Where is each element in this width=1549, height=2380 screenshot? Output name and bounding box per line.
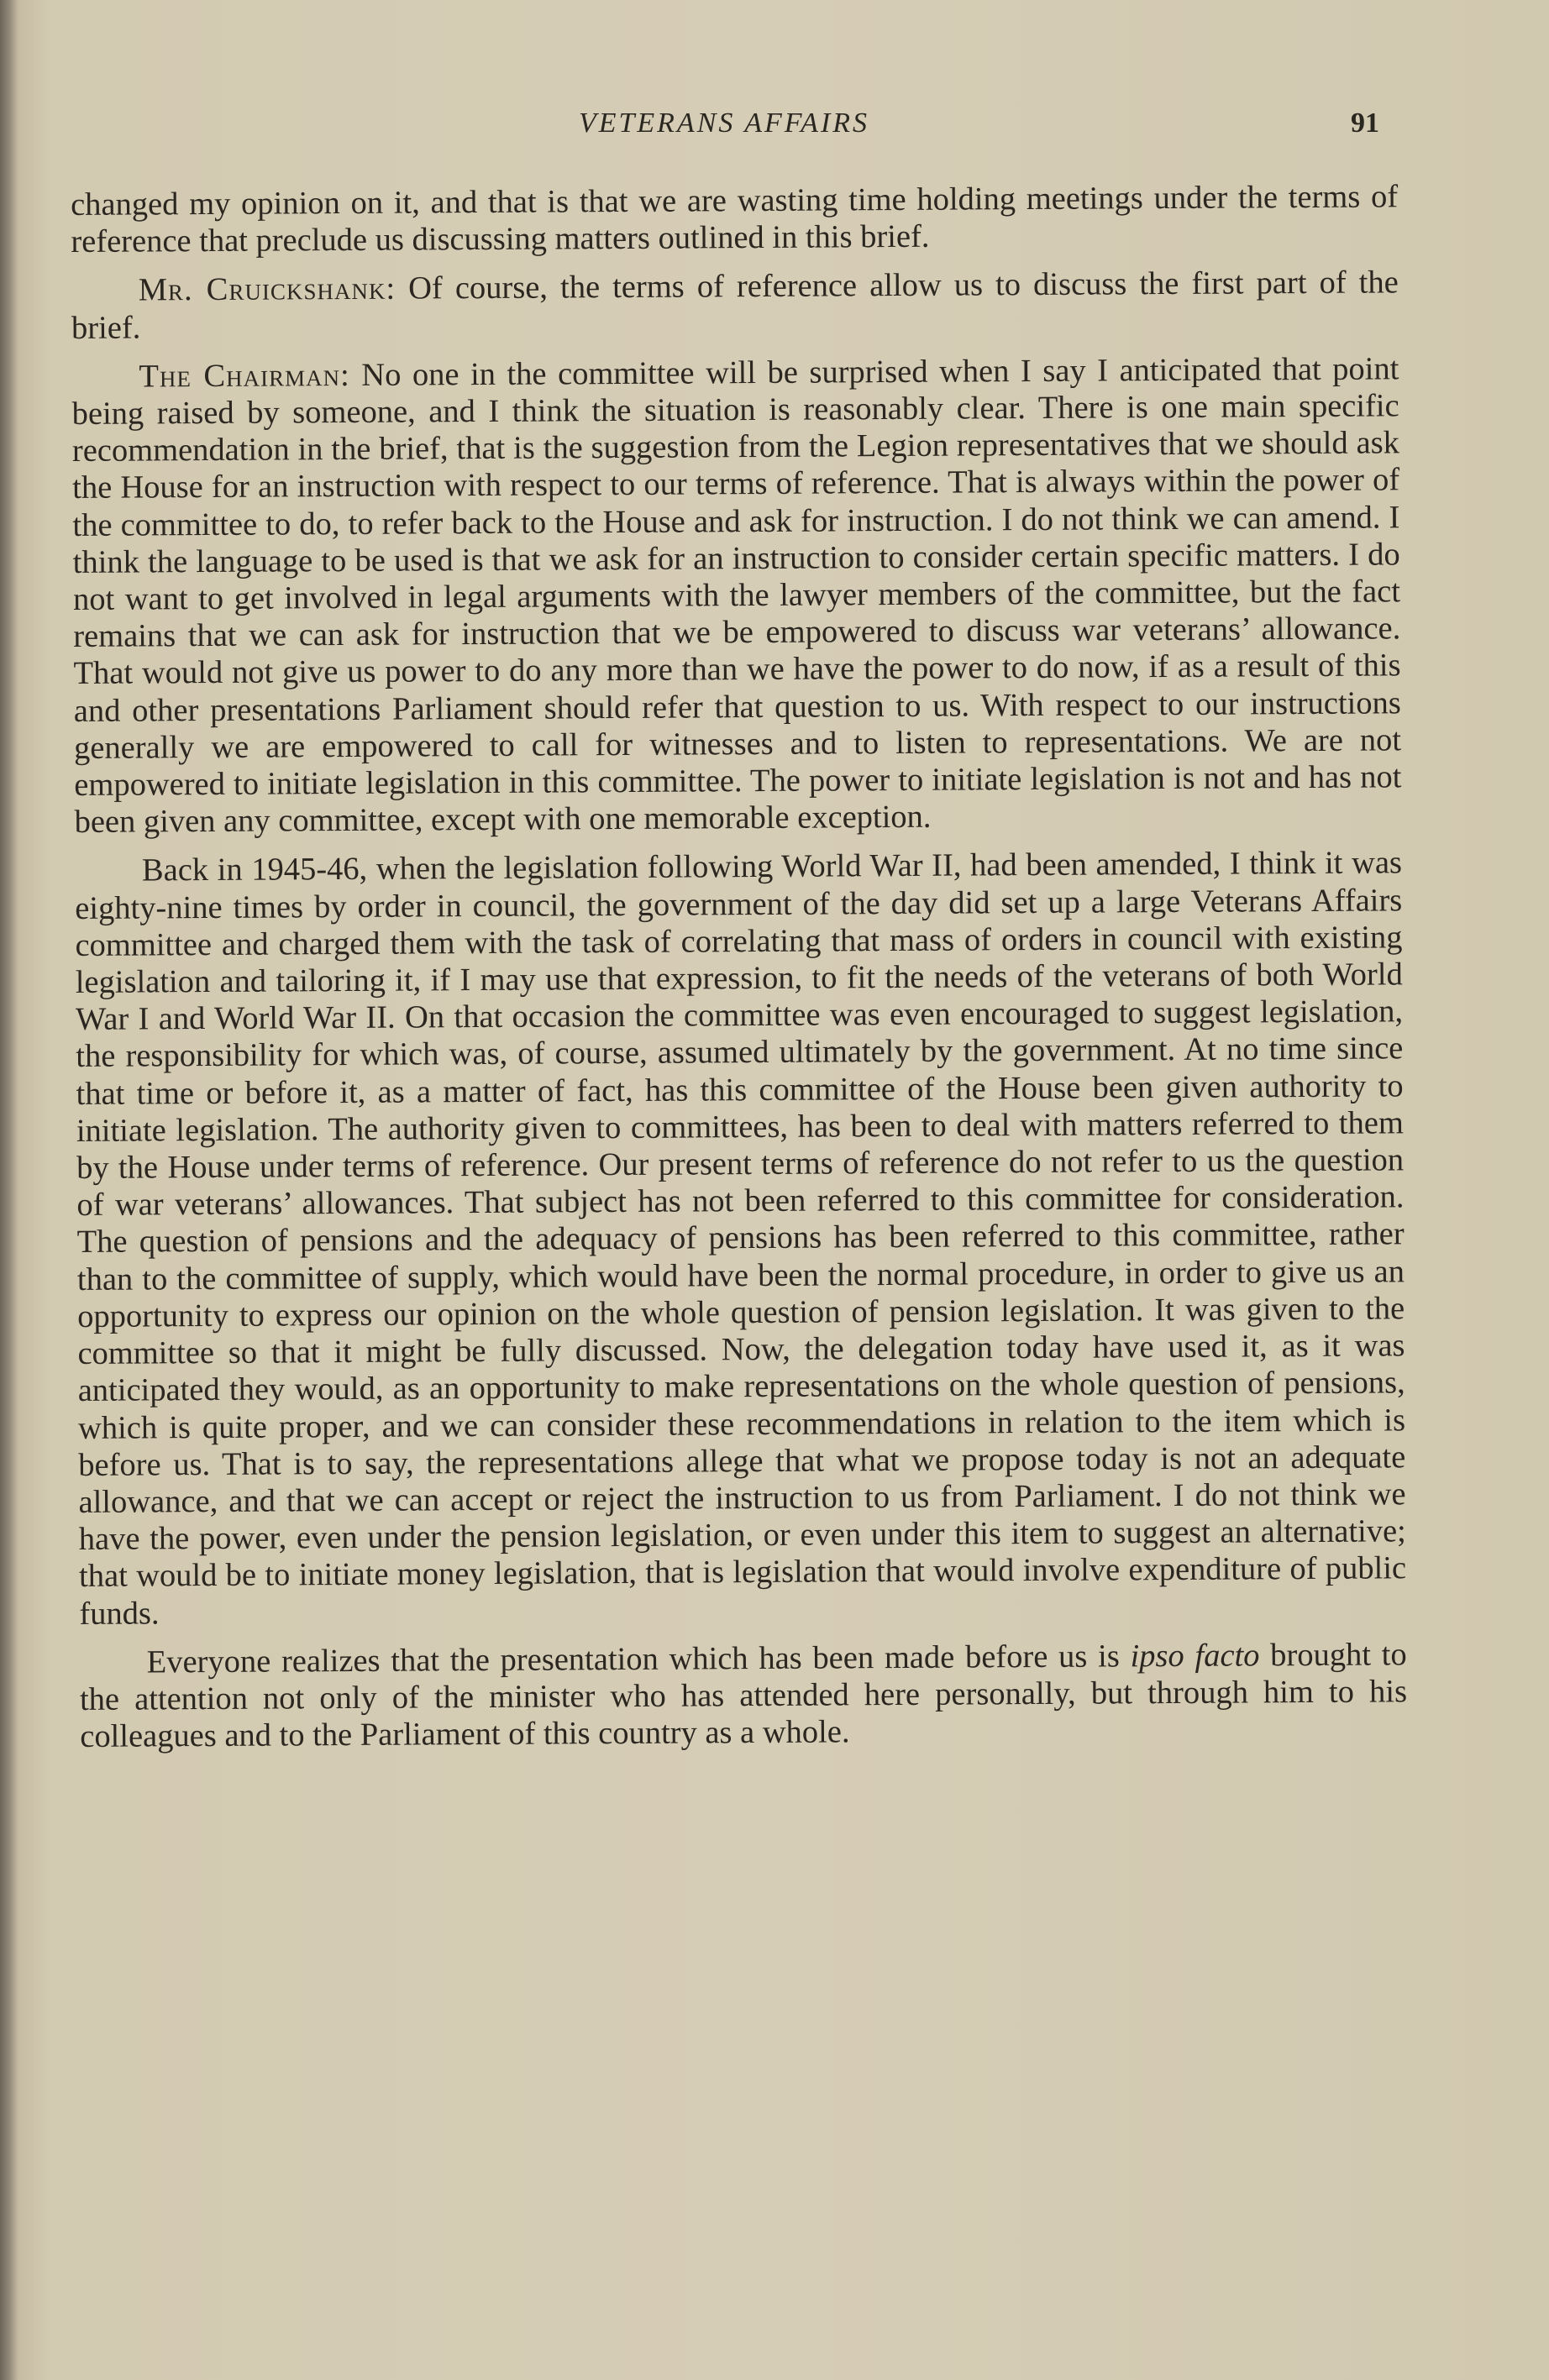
speaker-name: Mr. Cruickshank: [138, 271, 396, 308]
paragraph-continuation [71, 178, 1399, 260]
speaker-name: The Chairman: [139, 357, 350, 395]
paragraph-text: changed my opinion on it, and that is that we are wasting time holding meetings under the terms of reference that preclude us discussing matters outlined in this brief. [71, 179, 1399, 260]
body-text [71, 178, 1407, 1767]
paragraph-chairman [71, 350, 1401, 841]
paragraph-back-in-1945 [75, 845, 1407, 1633]
italic-phrase: ipso facto [1130, 1638, 1260, 1675]
paragraph-text-after: brought to the attention not only of the minister who has attended here personally, but through him to his colleagues and to the Parliament of this country as a whole. [79, 1637, 1408, 1755]
paragraph-text: Everyone realizes that the presentation which has been made before us is [146, 1638, 1131, 1680]
paragraph-cruickshank [71, 265, 1399, 347]
paragraph-text: Of course, the terms of reference allow us to discuss the first part of the brief. [71, 265, 1399, 346]
paragraph-text: Back in 1945-46, when the legislation following World War II, had been amended, I think it was eighty-nine times by order in council, the government of the day did set up a large Veterans Affairs committee and charged them with the task of correlating that mass of orders in council with existing legislation and tailoring it, if I may use that expression, to fit the needs of the veterans of both World War I and World War II. On that occasion the committee was even encouraged to suggest legislation, the responsibility for which was, of course, assumed ultimately by the government. At no time since that time or before it, as a matter of fact, has this committee of the House been given authority to initiate legislation. The authority given to committees, has been to deal with matters referred to them by the House under terms of reference. Our present terms of reference do not refer to us the question of war veterans’ allowances. That subject has not been referred to this committee for consideration. The question of pensions and the adequacy of pensions has been referred to this committee, rather than to the committee of supply, which would have been the normal procedure, in order to give us an opportunity to express our opinion on the whole question of pension legislation. It was given to the committee so that it might be fully discussed. Now, the delegation today have used it, as it was anticipated they would, as an opportunity to make representations on the whole question of pensions, which is quite proper, and we can consider these recommendations in relation to the item which is before us. That is to say, the representations allege that what we propose today is not an adequate allowance, and that we can accept or reject the instruction to us from Parliament. I do not think we have the power, even under the pension legislation, or even under this item to suggest an alternative; that would be to initiate money legislation, that is legislation that would involve expenditure of public funds. [75, 845, 1407, 1632]
running-head: VETERANS AFFAIRS [578, 107, 870, 139]
paragraph-everyone-realizes [80, 1636, 1408, 1755]
page-number: 91 [1351, 107, 1379, 139]
paragraph-text: No one in the committee will be surprised when I say I anticipated that point being raised by someone, and I think the situation is reasonably clear. There is one main specific recommendation in the brief, that is the suggestion from the Legion representatives that we should ask the House for an instruction with respect to our terms of reference. That is always within the power of the committee to do, to refer back to the House and ask for instruction. I do not think we can amend. I think the language to be used is that we ask for an instruction to consider certain specific matters. I do not want to get involved in legal arguments with the lawyer members of the committee, but the fact remains that we can ask for instruction that we be empowered to discuss war veterans’ allowance. That would not give us power to do any more than we have the power to do now, if as a result of this and other presentations Parliament should refer that question to us. With respect to our instructions generally we are empowered to call for witnesses and to listen to representations. We are not empowered to initiate legislation in this committee. The power to initiate legislation is not and has not been given any committee, except with one memorable exception. [71, 351, 1402, 841]
page-header [69, 107, 1379, 149]
